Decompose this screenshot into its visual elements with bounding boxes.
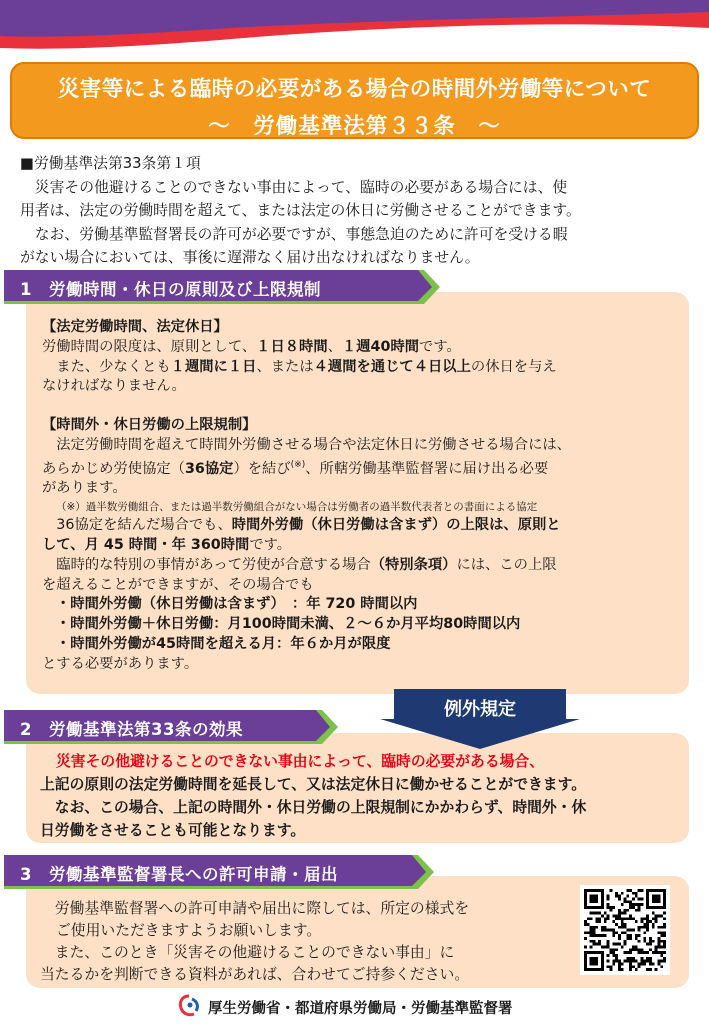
title-banner bbox=[10, 62, 699, 139]
text: の休日を与え bbox=[470, 358, 557, 375]
text: 、または bbox=[256, 358, 314, 375]
rule-line bbox=[42, 456, 682, 480]
spacer bbox=[42, 397, 682, 416]
bold-text: 36協定 bbox=[184, 460, 234, 477]
effect-line: なお、この場合、上記の時間外・休日労働の上限規制にかかわらず、時間外・休 bbox=[40, 799, 587, 816]
bullet-text: ・時間外労働（休日労働は含まず） ：年 720 時間以内 bbox=[56, 596, 418, 613]
exception-label: 例外規定 bbox=[444, 699, 516, 720]
section2-header bbox=[4, 710, 344, 744]
text: ）を結び bbox=[233, 460, 291, 477]
footer-org: 厚生労働省・都道府県労働局・労働基準監督署 bbox=[208, 1001, 513, 1017]
section2-heading: 2 労働基準法第33条の効果 bbox=[20, 720, 243, 739]
effect-line: 上記の原則の法定労働時間を延長して、又は法定休日に働かせることができます。 bbox=[40, 776, 587, 793]
effect-line: 日労働をさせることも可能となります。 bbox=[40, 822, 306, 839]
section1-text bbox=[42, 318, 682, 675]
mhlw-logo-icon bbox=[176, 993, 202, 1019]
intro-line: がない場合においては、事後に遅滞なく届け出なければなりません。 bbox=[20, 249, 480, 266]
rule-line: なければなりません。 bbox=[42, 378, 186, 395]
limit-bullet bbox=[42, 615, 682, 635]
section3-header bbox=[4, 855, 440, 889]
text: また、少なくとも bbox=[42, 358, 171, 375]
bold-text: １週40時間 bbox=[341, 338, 420, 355]
bullet-text: ・時間外労働が45時間を超える月：年６か月が限度 bbox=[56, 635, 391, 652]
qr-code[interactable] bbox=[580, 885, 670, 975]
sub-heading-overtime bbox=[42, 416, 682, 436]
text: 臨時的な特別の事情があって労使が合意する場合 bbox=[42, 556, 371, 573]
text: 、所轄労働基準監督署に届け出る必要 bbox=[305, 460, 549, 477]
section1-heading: 1 労働時間・休日の原則及び上限規制 bbox=[20, 280, 321, 299]
section3-heading: 3 労働基準監督署長への許可申請・届出 bbox=[20, 865, 338, 884]
sub-heading-text: 【時間外・休日労働の上限規制】 bbox=[42, 417, 257, 434]
bold-text: 時間外労働（休日労働は含まず）の上限は、原則と bbox=[231, 517, 561, 534]
rule-line: とする必要があります。 bbox=[42, 655, 199, 672]
rule-line bbox=[42, 556, 682, 576]
emergency-condition: 災害その他避けることのできない事由によって、臨時の必要がある場合、 bbox=[56, 753, 545, 770]
bold-text: （特別条項） bbox=[370, 556, 457, 573]
rule-line: 法定労働時間を超えて時間外労働させる場合や法定休日に労働させる場合には、 bbox=[42, 436, 571, 453]
section2-text bbox=[40, 750, 690, 842]
bold-text: １日８時間 bbox=[256, 338, 328, 355]
text: 36協定を結んだ場合でも、 bbox=[42, 517, 232, 534]
title-line-2: 〜 労働基準法第３３条 〜 bbox=[208, 114, 501, 139]
bold-text: ４週間を通じて４日以上 bbox=[313, 358, 471, 375]
footnote: （※）過半数労働組合、または過半数労働組合がない場合は労働者の過半数代表者との書面による協定 bbox=[56, 501, 538, 514]
text: あらかじめ労使協定（ bbox=[42, 460, 185, 477]
sub-heading-legal-hours bbox=[42, 318, 682, 338]
section3-text bbox=[40, 898, 580, 986]
limit-bullet bbox=[42, 595, 682, 615]
top-decorative-band bbox=[0, 0, 709, 56]
procedure-line: 当たるかを判断できる資料があれば、合わせてご持参ください。 bbox=[40, 966, 470, 983]
bullet-text: ・時間外労働＋休日労働：月100時間未満、２〜６か月平均80時間以内 bbox=[56, 616, 521, 633]
rule-line bbox=[42, 358, 682, 378]
bold-text: して、月 45 時間・年 360時間 bbox=[42, 536, 250, 553]
rule-line bbox=[42, 338, 682, 358]
footnote-mark: (※) bbox=[290, 459, 306, 470]
text: です。 bbox=[419, 338, 461, 355]
intro-line: 災害その他避けることのできない事由によって、臨時の必要がある場合には、使 bbox=[20, 178, 568, 196]
section1-header bbox=[4, 270, 444, 304]
intro-line: なお、労働基準監督署長の許可が必要ですが、事態急迫のために許可を受ける暇 bbox=[20, 225, 568, 243]
rule-line: を超えることができますが、その場合でも bbox=[42, 576, 314, 593]
procedure-line: ご使用いただきますようお願いします。 bbox=[56, 922, 322, 939]
intro-line: 用者は、法定の労働時間を超えて、または法定の休日に労働させることができます。 bbox=[20, 202, 581, 219]
text: には、この上限 bbox=[456, 556, 557, 573]
text: です。 bbox=[249, 536, 292, 553]
rule-line bbox=[42, 536, 682, 556]
rule-line: があります。 bbox=[42, 480, 127, 497]
title-line-1: 災害等による臨時の必要がある場合の時間外労働等について bbox=[57, 77, 652, 102]
rule-line bbox=[42, 516, 682, 536]
limit-bullet bbox=[42, 635, 682, 655]
bold-text: １週間に１日 bbox=[170, 358, 257, 375]
qr-code-icon bbox=[584, 889, 666, 971]
procedure-line: また、このとき「災害その他避けることのできない事由」に bbox=[40, 944, 455, 961]
procedure-line: 労働基準監督署への許可申請や届出に際しては、所定の様式を bbox=[40, 900, 470, 917]
text: 労働時間の限度は、原則として、 bbox=[42, 338, 257, 355]
intro-heading: ■労働基準法第33条第１項 bbox=[20, 155, 201, 172]
sub-heading-text: 【法定労働時間、法定休日】 bbox=[42, 319, 228, 335]
exception-arrow bbox=[380, 685, 580, 751]
text: 、 bbox=[327, 338, 342, 355]
intro-block bbox=[20, 152, 702, 270]
